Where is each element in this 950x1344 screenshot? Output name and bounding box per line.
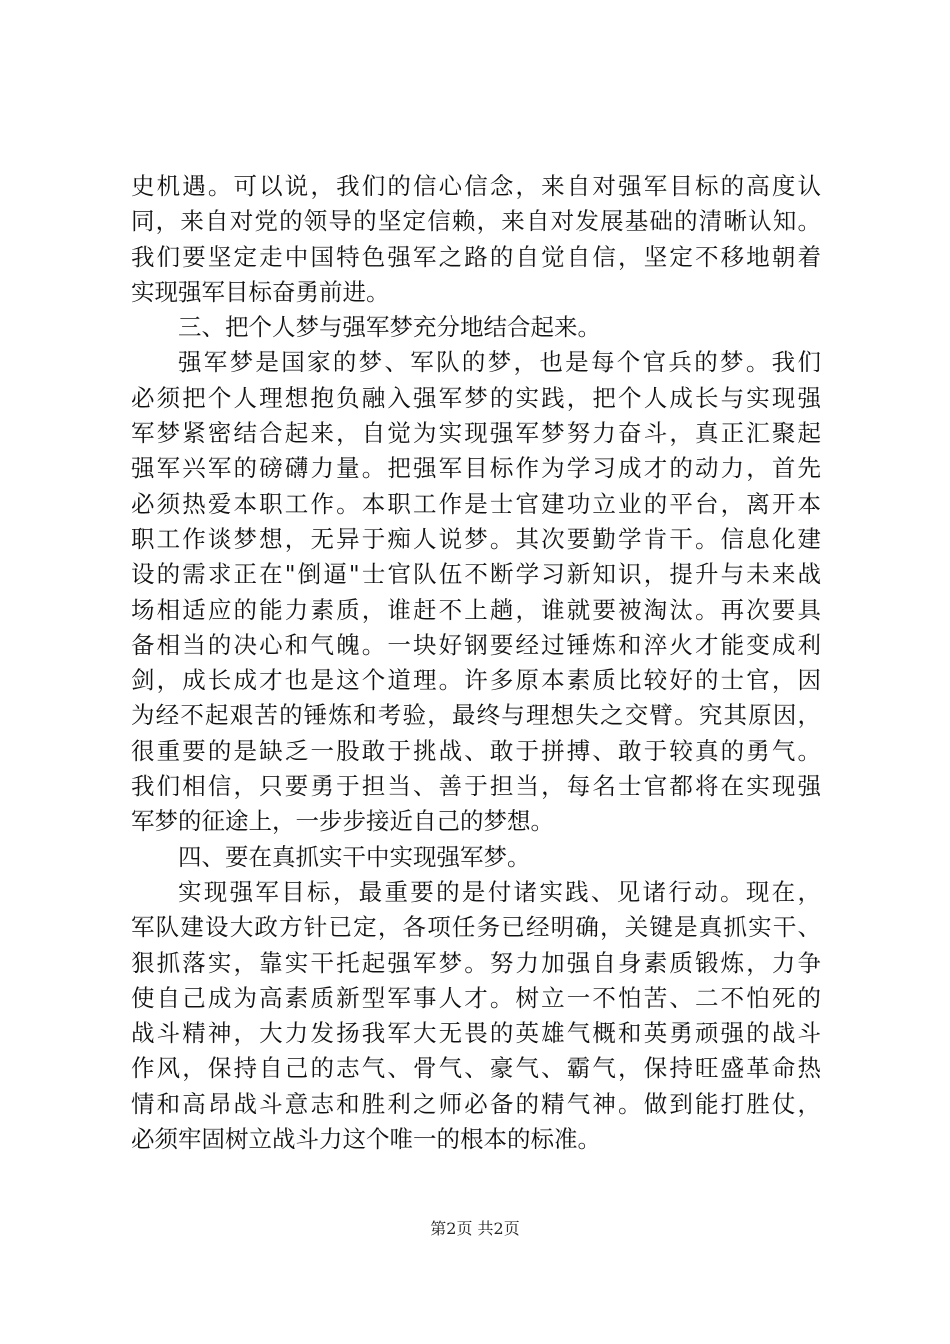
- text-line: 军队建设大政方针已定，各项任务已经明确，关键是真抓实干、: [131, 913, 821, 942]
- text-line: 实现强军目标奋勇前进。: [131, 277, 390, 306]
- text-line: 我们相信，只要勇于担当、善于担当，每名士官都将在实现强: [131, 772, 821, 801]
- text-line: 设的需求正在"倒逼"士官队伍不断学习新知识，提升与未来战: [131, 560, 821, 589]
- text-line: 强军兴军的磅礴力量。把强军目标作为学习成才的动力，首先: [131, 454, 821, 483]
- text-line: 军梦紧密结合起来，自觉为实现强军梦努力奋斗，真正汇聚起: [131, 419, 821, 448]
- text-line: 实现强军目标，最重要的是付诸实践、见诸行动。现在，: [178, 877, 821, 906]
- text-line: 作风，保持自己的志气、骨气、豪气、霸气，保持旺盛革命热: [131, 1054, 821, 1083]
- text-line: 同，来自对党的领导的坚定信赖，来自对发展基础的清晰认知。: [131, 207, 821, 236]
- text-line: 强军梦是国家的梦、军队的梦，也是每个官兵的梦。我们: [178, 348, 821, 377]
- text-line: 战斗精神，大力发扬我军大无畏的英雄气概和英勇顽强的战斗: [131, 1019, 821, 1048]
- text-line: 狠抓落实，靠实干托起强军梦。努力加强自身素质锻炼，力争: [131, 948, 821, 977]
- text-line: 军梦的征途上，一步步接近自己的梦想。: [131, 807, 554, 836]
- body-text: [131, 169, 821, 1157]
- text-line: 很重要的是缺乏一股敢于挑战、敢于拼搏、敢于较真的勇气。: [131, 736, 821, 765]
- text-line: 必须把个人理想抱负融入强军梦的实践，把个人成长与实现强: [131, 383, 821, 412]
- text-line: 备相当的决心和气魄。一块好钢要经过锤炼和淬火才能变成利: [131, 630, 821, 659]
- section-heading-4: 四、要在真抓实干中实现强军梦。: [178, 842, 531, 871]
- text-line: 情和高昂战斗意志和胜利之师必备的精气神。做到能打胜仗，: [131, 1089, 821, 1118]
- text-line: 场相适应的能力素质，谁赶不上趟，谁就要被淘汰。再次要具: [131, 595, 821, 624]
- page-number-footer: 第2页 共2页: [430, 1219, 520, 1238]
- text-line: 为经不起艰苦的锤炼和考验，最终与理想失之交臂。究其原因，: [131, 701, 821, 730]
- text-line: 剑，成长成才也是这个道理。许多原本素质比较好的士官，因: [131, 666, 821, 695]
- section-heading-3: 三、把个人梦与强军梦充分地结合起来。: [178, 313, 601, 342]
- text-line: 必须牢固树立战斗力这个唯一的根本的标准。: [131, 1125, 601, 1154]
- text-line: 职工作谈梦想，无异于痴人说梦。其次要勤学肯干。信息化建: [131, 524, 821, 553]
- text-line: 必须热爱本职工作。本职工作是士官建功立业的平台，离开本: [131, 489, 821, 518]
- text-line: 史机遇。可以说，我们的信心信念，来自对强军目标的高度认: [131, 172, 821, 200]
- text-line: 使自己成为高素质新型军事人才。树立一不怕苦、二不怕死的: [131, 983, 821, 1012]
- text-line: 我们要坚定走中国特色强军之路的自觉自信，坚定不移地朝着: [131, 242, 821, 271]
